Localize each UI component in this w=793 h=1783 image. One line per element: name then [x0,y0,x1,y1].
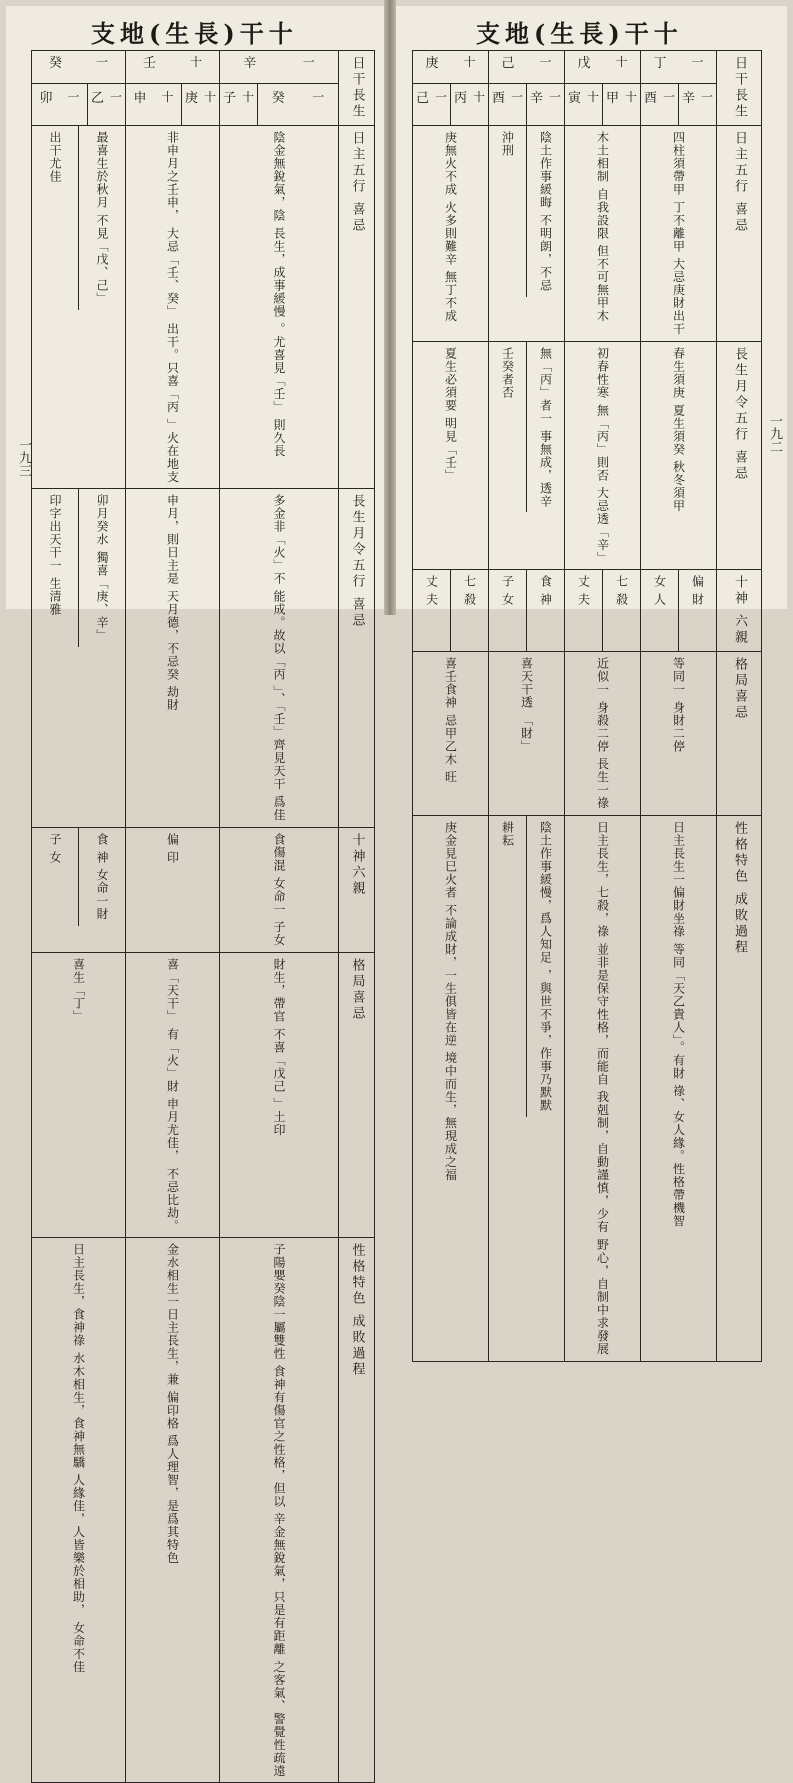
cell-text: 日主長生，七殺，祿 並非是保守性格，而能自 我剋制，自動謹慎，少有 野心，自制中求發展 [595,821,610,1356]
left-page [6,6,384,1778]
cell-text: 女 人 [652,575,667,607]
branch-name: 己 [415,91,429,107]
cell-text: 日主長生，食神祿 水木相生，食神無驕 人緣佳，人皆樂於相助， 女命不佳 [71,1243,86,1674]
row-header: 性格特色 成敗過程 [349,1243,365,1379]
cell-text: 子 女 [48,832,62,864]
row-header: 格局喜忌 [732,657,747,722]
cell-text: 偏 印 [165,832,180,864]
row-header: 性格特色 成敗過程 [732,821,747,957]
branch-polarity: 十 [586,90,599,105]
cell-text: 無「丙」者一 事無成，透辛 [538,346,553,508]
branch-name: 子 [223,91,237,107]
branch-polarity: 十 [624,90,637,105]
right-page [396,6,787,1356]
cell-text: 丈 夫 [424,575,439,607]
branch-name: 申 [133,91,147,107]
page-title: 支地(生長)干十 [91,19,298,48]
row-header: 日主五行 喜忌 [349,131,365,235]
branch-name: 丙 [453,91,467,107]
page-title: 支地(生長)干十 [476,19,683,48]
cell-text: 子 女 [500,575,515,607]
branch-name: 甲 [605,91,619,107]
branch-polarity: 一 [510,90,523,105]
cell-text: 四柱須帶甲 丁不離甲 大忌庚財出干 [671,131,686,336]
branch-name: 辛 [681,91,695,107]
cell-text: 春生須庚 夏生須癸 秋冬須甲 [671,346,686,513]
branch-polarity: 一 [312,90,325,105]
branch-name: 酉 [491,91,505,107]
stem-polarity: 一 [691,54,704,69]
stem-name: 辛 [243,55,257,71]
cell-text: 初春性寒 無「丙」則否 大忌透「辛」 [595,346,610,565]
branch-polarity: 一 [700,90,713,105]
cell-text: 木土相制 自我設限 但不可無甲木 [595,131,610,323]
page-number: 一九二 [767,414,782,453]
row-header: 十神六親 [349,832,365,897]
cell-text: 陰土作事緩晦 不明朗，不忌 [538,131,553,292]
branch-name: 辛 [529,91,543,107]
stem-polarity: 十 [189,54,202,69]
cell-text: 財生，帶官 不喜「戊己 」土印 [272,957,287,1137]
header-title: 日干長生 [349,56,365,120]
cell-text: 喜「天干」 有「火」財 申月尤佳， 不忌比劫。 [165,957,180,1232]
cell-text: 陰土作事緩慢，爲人知足 ，與世不爭，作事乃默默 [538,821,553,1112]
cell-text: 非申月之壬申， 大忌「壬、癸」 出干。只喜「丙 」火在地支 [165,131,180,484]
row-header: 長生月令五行 喜忌 [349,494,365,630]
stem-name: 癸 [48,55,62,71]
branch-polarity: 十 [472,90,485,105]
cell-text: 喜壬食神 忌甲乙木 旺 [443,657,458,785]
stem-name: 戊 [577,55,591,71]
cell-text: 食 神 女命一財 [95,832,109,921]
cell-text: 最喜生於秋月 不見「戊、己」 [95,131,109,305]
branch-polarity: 一 [548,90,561,105]
branch-polarity: 十 [203,90,216,105]
header-title: 日干長生 [732,56,747,120]
cell-text: 七 殺 [614,575,629,607]
cell-text: 喜天干透 「財」 [519,657,534,754]
stem-table [31,50,375,1783]
cell-text: 申月，則日主是 天月德，不忌癸 劫財 [165,494,180,713]
branch-name: 酉 [643,91,657,107]
cell-text: 耕耘 [500,821,515,848]
row-header: 十神 六親 [732,575,747,647]
page-number: 一九三 [16,438,31,477]
cell-text: 丈 夫 [576,575,591,607]
cell-text: 喜生「丁」 [71,957,86,1023]
stem-polarity: 十 [463,54,476,69]
cell-text: 子陽嬰癸陰一屬雙性 食神有傷官之性格，但以 辛金無銳氣，只是有距離 之客氣、警覺性疏遠 [272,1243,287,1778]
cell-text: 出干尤佳 [48,131,62,183]
cell-text: 夏生必須要 明見「壬」 [443,346,458,482]
stem-polarity: 十 [615,54,628,69]
stem-name: 庚 [425,55,439,71]
branch-polarity: 一 [67,90,80,105]
stem-table [412,50,762,1362]
row-header: 長生月令五行 喜忌 [732,346,747,482]
cell-text: 食傷混 女命一 子女 [272,832,287,947]
cell-text: 庚無火不成 火多則難辛 無丁不成 [443,131,458,323]
branch-polarity: 一 [109,90,122,105]
branch-name: 乙 [90,91,104,107]
stem-name: 丁 [653,55,667,71]
cell-text: 食 神 [538,575,553,607]
cell-text: 七 殺 [462,575,477,607]
stem-polarity: 一 [95,54,108,69]
cell-text: 近似一 身殺二停 長生一祿 [595,657,610,811]
branch-name: 庚 [184,91,198,107]
stem-polarity: 一 [302,54,315,69]
cell-text: 壬癸者否 [500,346,515,399]
cell-text: 陰金無銳氣，陰 長生，成事緩慢 。尤喜見「壬」 則久長 [272,131,287,458]
cell-text: 印字出天干一 生清雅 [48,494,62,617]
book-gutter [384,0,396,615]
row-header: 格局喜忌 [349,957,365,1022]
cell-text: 日主長生一偏財坐祿 等同「天乙貴人」。有財 祿、女人緣。性格帶機智 [671,821,686,1228]
stem-name: 己 [501,55,515,71]
row-header: 日主五行 喜忌 [732,131,747,235]
branch-polarity: 十 [161,90,174,105]
cell-text: 多金非「火」不 能成。故以「丙 」、「壬」齊見天干 爲佳 [272,494,287,822]
cell-text: 庚金見巳火者 不論成財，一生俱皆在逆 境中而生，無現成之福 [443,821,458,1182]
branch-name: 癸 [271,91,285,107]
cell-text: 卯月癸水 獨喜「庚、辛」 [95,494,109,643]
cell-text: 偏 財 [690,575,705,607]
branch-polarity: 一 [434,90,447,105]
stem-name: 壬 [142,55,156,71]
branch-name: 卯 [39,91,53,107]
cell-text: 金水相生一日主長生，兼 偏印格 爲人理智，是爲其特色 [165,1243,180,1565]
stem-polarity: 一 [539,54,552,69]
cell-text: 等同一 身財二停 [671,657,686,754]
cell-text: 沖刑 [500,131,515,157]
branch-name: 寅 [567,91,581,107]
branch-polarity: 一 [662,90,675,105]
branch-polarity: 十 [242,90,255,105]
